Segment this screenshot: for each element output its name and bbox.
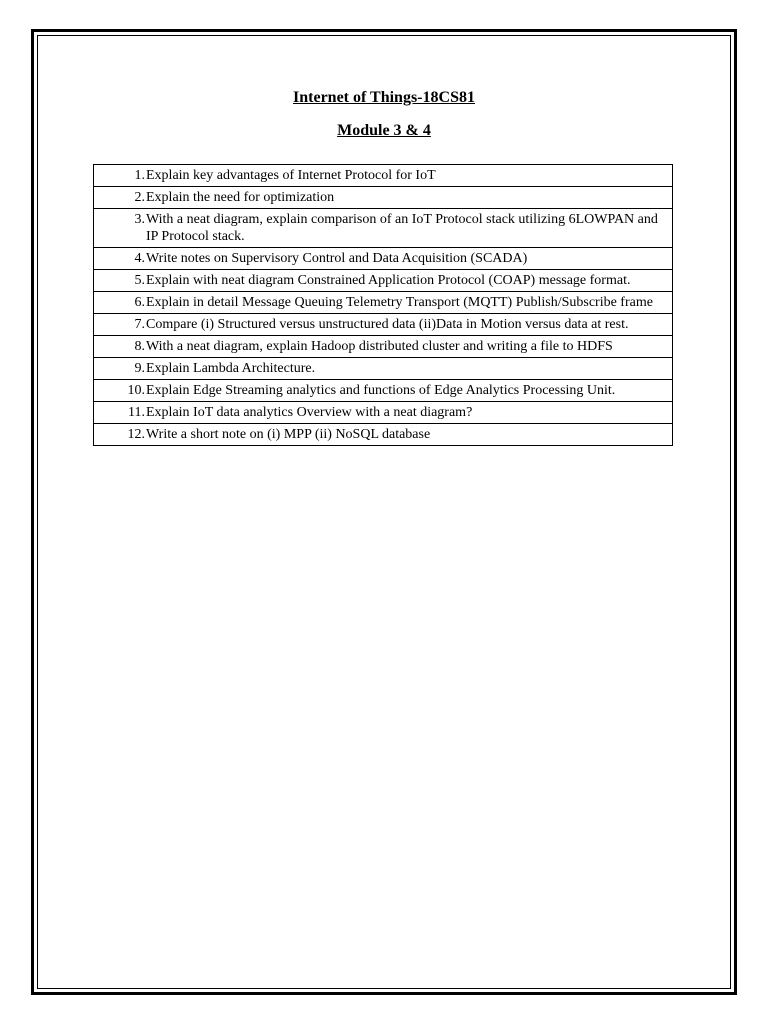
table-row [94, 187, 673, 209]
question-text: Explain the need for optimization [146, 190, 335, 205]
table-row [94, 248, 673, 270]
table-row [94, 358, 673, 380]
table-row [94, 380, 673, 402]
question-number: 4. [134, 251, 145, 266]
table-row [94, 424, 673, 446]
table-row [94, 209, 673, 248]
table-row [94, 336, 673, 358]
document-title: Internet of Things-18CS81 [293, 89, 475, 106]
document-subtitle: Module 3 & 4 [337, 122, 431, 139]
table-row [94, 292, 673, 314]
question-number: 5. [134, 273, 145, 288]
table-row [94, 165, 673, 187]
question-text: Explain key advantages of Internet Protocol for IoT [146, 168, 436, 183]
question-text: Explain in detail Message Queuing Telemetry Transport (MQTT) Publish/Subscribe frame [146, 295, 653, 310]
question-number: 3. [134, 212, 145, 227]
question-number: 1. [134, 168, 145, 183]
table-row [94, 270, 673, 292]
question-number: 10. [127, 383, 145, 398]
questions-table [93, 164, 673, 446]
question-text: Explain Edge Streaming analytics and functions of Edge Analytics Processing Unit. [146, 383, 616, 398]
question-number: 11. [128, 405, 145, 420]
question-text: With a neat diagram, explain comparison of an IoT Protocol stack utilizing 6LOWPAN and IP Protocol stack. [146, 212, 658, 244]
question-text: Explain IoT data analytics Overview with a neat diagram? [146, 405, 473, 420]
question-number: 2. [134, 190, 145, 205]
question-text: Explain with neat diagram Constrained Application Protocol (COAP) message format. [146, 273, 631, 288]
question-text: Compare (i) Structured versus unstructured data (ii)Data in Motion versus data at rest. [146, 317, 629, 332]
question-text: Explain Lambda Architecture. [146, 361, 316, 376]
question-number: 9. [134, 361, 145, 376]
question-number: 6. [134, 295, 145, 310]
question-text: With a neat diagram, explain Hadoop distributed cluster and writing a file to HDFS [146, 339, 613, 354]
question-number: 8. [134, 339, 145, 354]
question-text: Write a short note on (i) MPP (ii) NoSQL database [146, 427, 431, 442]
question-number: 12. [127, 427, 145, 442]
question-number: 7. [134, 317, 145, 332]
table-row [94, 314, 673, 336]
table-row [94, 402, 673, 424]
question-text: Write notes on Supervisory Control and Data Acquisition (SCADA) [146, 251, 528, 266]
